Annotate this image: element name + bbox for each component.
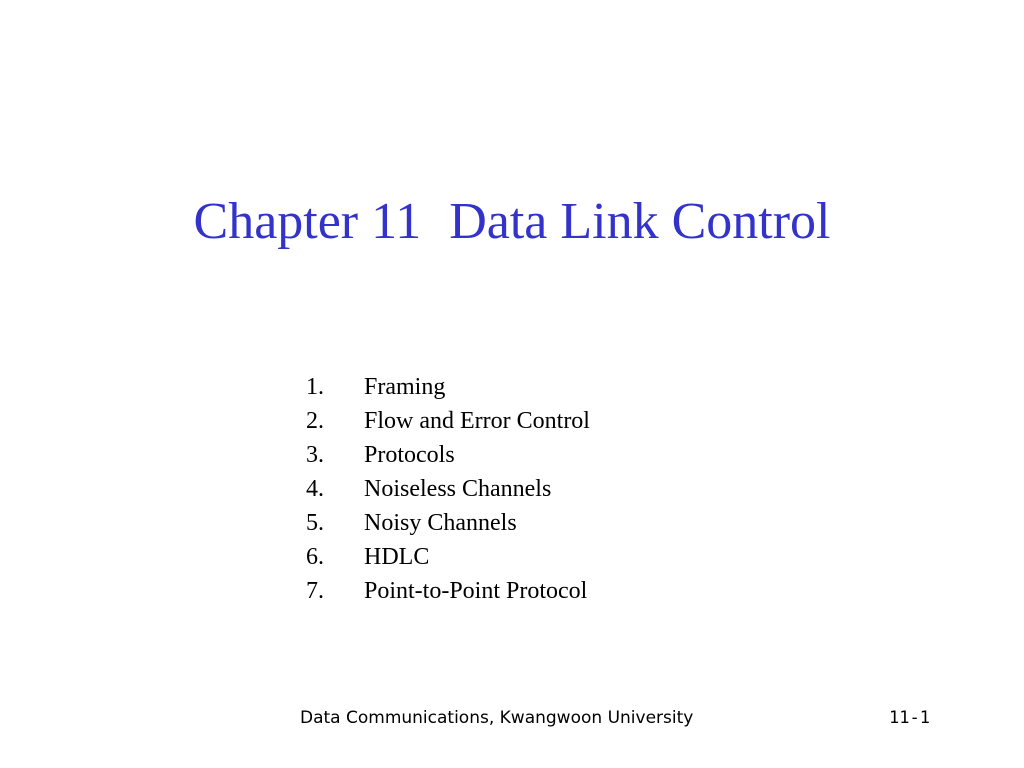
toc-item-number: 4. [306, 476, 324, 502]
table-of-contents [306, 370, 590, 608]
toc-item-number: 7. [306, 578, 324, 604]
toc-item-label: Flow and Error Control [364, 408, 590, 434]
toc-item [306, 574, 590, 608]
toc-item [306, 404, 590, 438]
toc-item [306, 370, 590, 404]
toc-item [306, 472, 590, 506]
toc-item-number: 6. [306, 544, 324, 570]
footer-course: Data Communications, Kwangwoon University [300, 708, 694, 728]
title-topic: Data Link Control [449, 193, 831, 250]
slide-title [0, 190, 1024, 254]
footer-page-number: 11-1 [889, 708, 930, 728]
toc-item-label: Point-to-Point Protocol [364, 578, 588, 604]
toc-item-label: Noiseless Channels [364, 476, 552, 502]
toc-item [306, 438, 590, 472]
toc-item-label: Framing [364, 374, 446, 400]
toc-item [306, 506, 590, 540]
toc-item-label: HDLC [364, 544, 430, 570]
title-chapter: Chapter 11 [193, 193, 422, 250]
toc-item-label: Protocols [364, 442, 455, 468]
toc-item [306, 540, 590, 574]
toc-item-number: 3. [306, 442, 324, 468]
toc-item-label: Noisy Channels [364, 510, 517, 536]
toc-item-number: 1. [306, 374, 324, 400]
toc-item-number: 5. [306, 510, 324, 536]
toc-item-number: 2. [306, 408, 324, 434]
